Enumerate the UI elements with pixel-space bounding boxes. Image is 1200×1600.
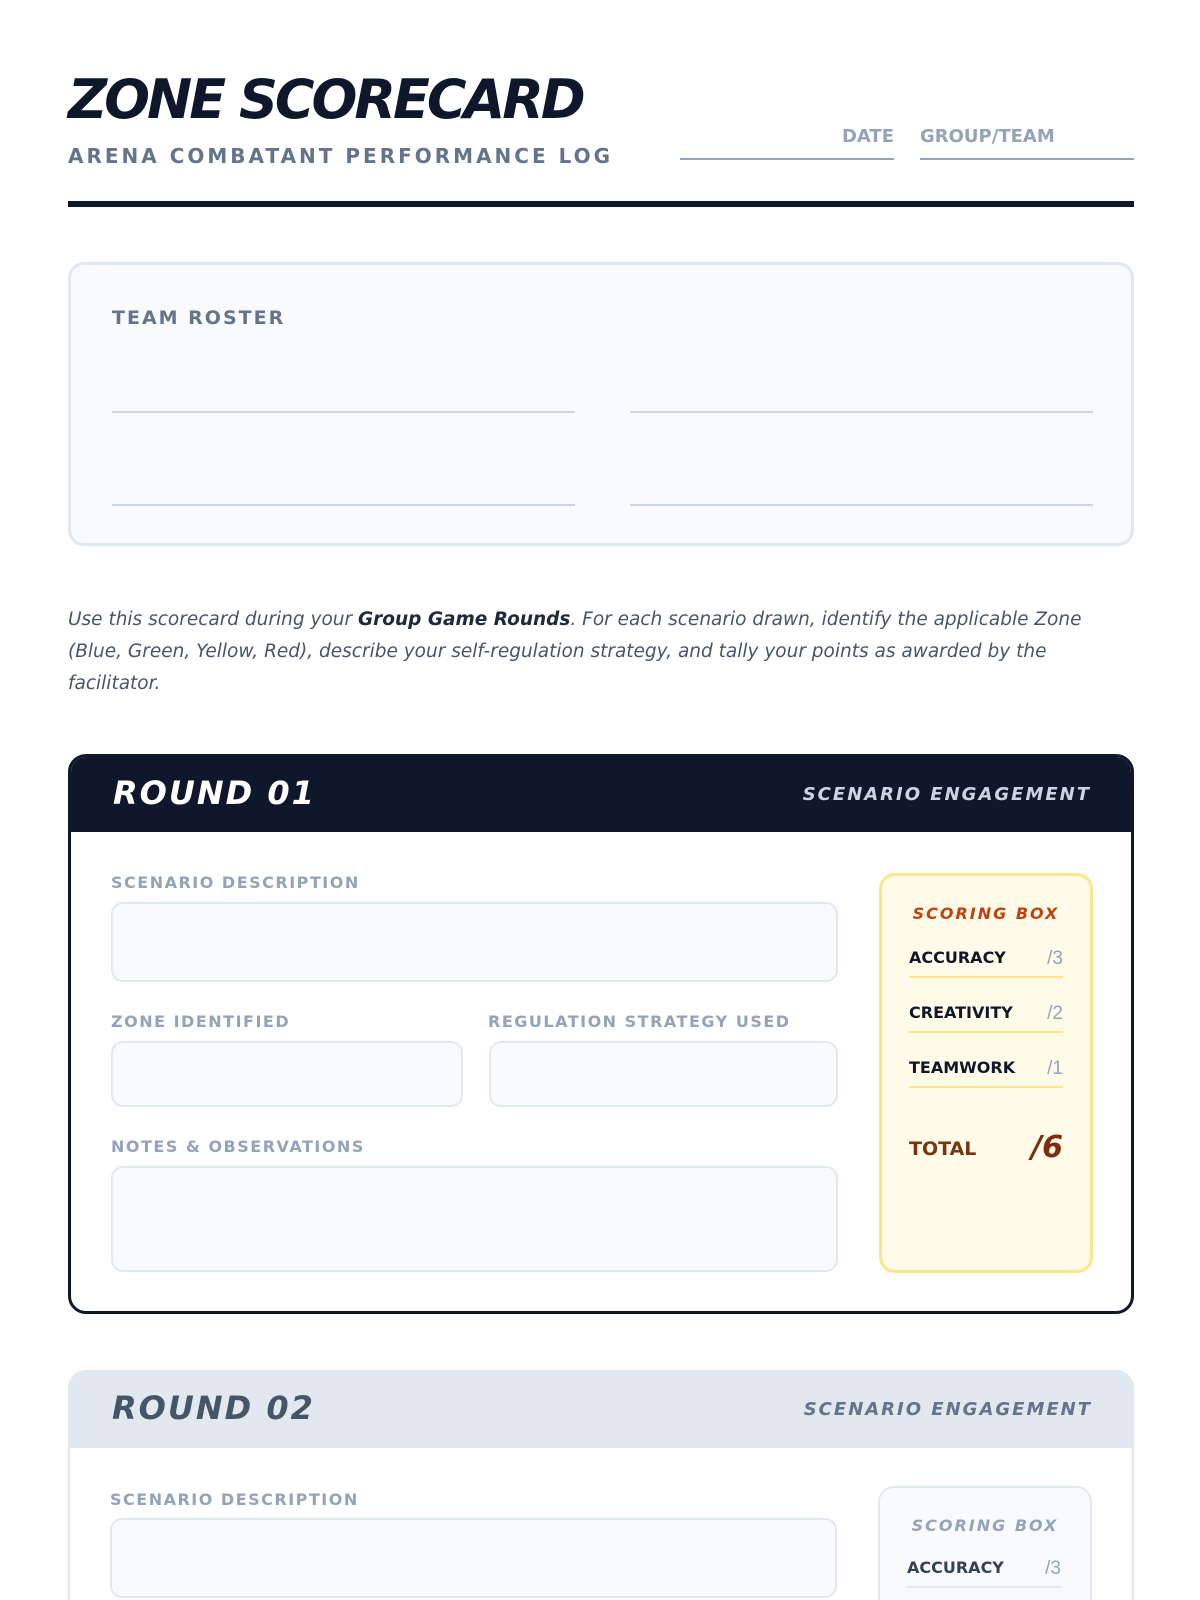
- accuracy-label: ACCURACY: [907, 1558, 1004, 1577]
- accuracy-label: ACCURACY: [909, 948, 1006, 967]
- score-row-accuracy[interactable]: [909, 942, 1063, 978]
- date-label: DATE: [841, 126, 894, 147]
- team-roster-panel: [68, 262, 1134, 546]
- scenario-description-label: SCENARIO DESCRIPTION: [111, 873, 360, 892]
- roster-line-4[interactable]: [630, 504, 1093, 506]
- page-header: [68, 70, 1134, 206]
- round-01-header: [71, 757, 1131, 832]
- round-01-card: [68, 754, 1134, 1314]
- accuracy-max: /3: [1047, 948, 1063, 969]
- team-roster-title: TEAM ROSTER: [112, 307, 286, 329]
- round-01-title: ROUND 01: [113, 774, 316, 812]
- page-subtitle: ARENA COMBATANT PERFORMANCE LOG: [68, 144, 614, 168]
- scenario-description-field[interactable]: [111, 902, 838, 982]
- group-team-field[interactable]: [920, 126, 1134, 160]
- page-title: ZONE SCORECARD: [68, 68, 583, 131]
- score-total-row[interactable]: [909, 1128, 1063, 1168]
- zone-identified-field[interactable]: [111, 1041, 463, 1107]
- creativity-label: CREATIVITY: [909, 1003, 1013, 1022]
- accuracy-max: /3: [1045, 1558, 1061, 1579]
- roster-line-1[interactable]: [112, 411, 575, 413]
- scenario-description-field[interactable]: [110, 1518, 837, 1598]
- score-row-creativity[interactable]: [909, 997, 1063, 1033]
- instructions-text: Use this scorecard during your Group Game Rounds. For each scenario drawn, identify the applicable Zone (Blue, Green, Yellow, Red), describe your self-regulation strategy, and tally your points as awarded by the facilitator.: [68, 609, 1082, 694]
- score-row-accuracy[interactable]: [907, 1552, 1061, 1588]
- zone-identified-label: ZONE IDENTIFIED: [111, 1012, 291, 1031]
- group-team-label: GROUP/TEAM: [920, 126, 1055, 147]
- score-row-teamwork[interactable]: [909, 1052, 1063, 1088]
- scoring-box: [879, 873, 1093, 1273]
- round-02-card: [68, 1370, 1134, 1600]
- notes-observations-field[interactable]: [111, 1166, 838, 1272]
- regulation-strategy-field[interactable]: [489, 1041, 838, 1107]
- round-02-header: [70, 1372, 1132, 1448]
- instructions-emphasis: Group Game Rounds: [357, 609, 571, 630]
- round-02-title: ROUND 02: [112, 1389, 315, 1427]
- teamwork-label: TEAMWORK: [909, 1058, 1016, 1077]
- roster-line-3[interactable]: [112, 504, 575, 506]
- header-divider: [68, 201, 1134, 207]
- total-label: TOTAL: [909, 1138, 977, 1160]
- scenario-description-label: SCENARIO DESCRIPTION: [110, 1490, 359, 1509]
- scoring-box: [878, 1486, 1092, 1600]
- teamwork-max: /1: [1047, 1058, 1063, 1079]
- scoring-box-title: SCORING BOX: [911, 1516, 1059, 1535]
- date-field[interactable]: [680, 126, 894, 160]
- round-01-tag: SCENARIO ENGAGEMENT: [802, 784, 1091, 805]
- regulation-strategy-label: REGULATION STRATEGY USED: [488, 1012, 791, 1031]
- roster-line-2[interactable]: [630, 411, 1093, 413]
- total-max: /6: [1031, 1130, 1063, 1165]
- notes-observations-label: NOTES & OBSERVATIONS: [111, 1137, 365, 1156]
- scoring-box-title: SCORING BOX: [912, 904, 1060, 923]
- round-02-tag: SCENARIO ENGAGEMENT: [803, 1399, 1092, 1420]
- creativity-max: /2: [1047, 1003, 1063, 1024]
